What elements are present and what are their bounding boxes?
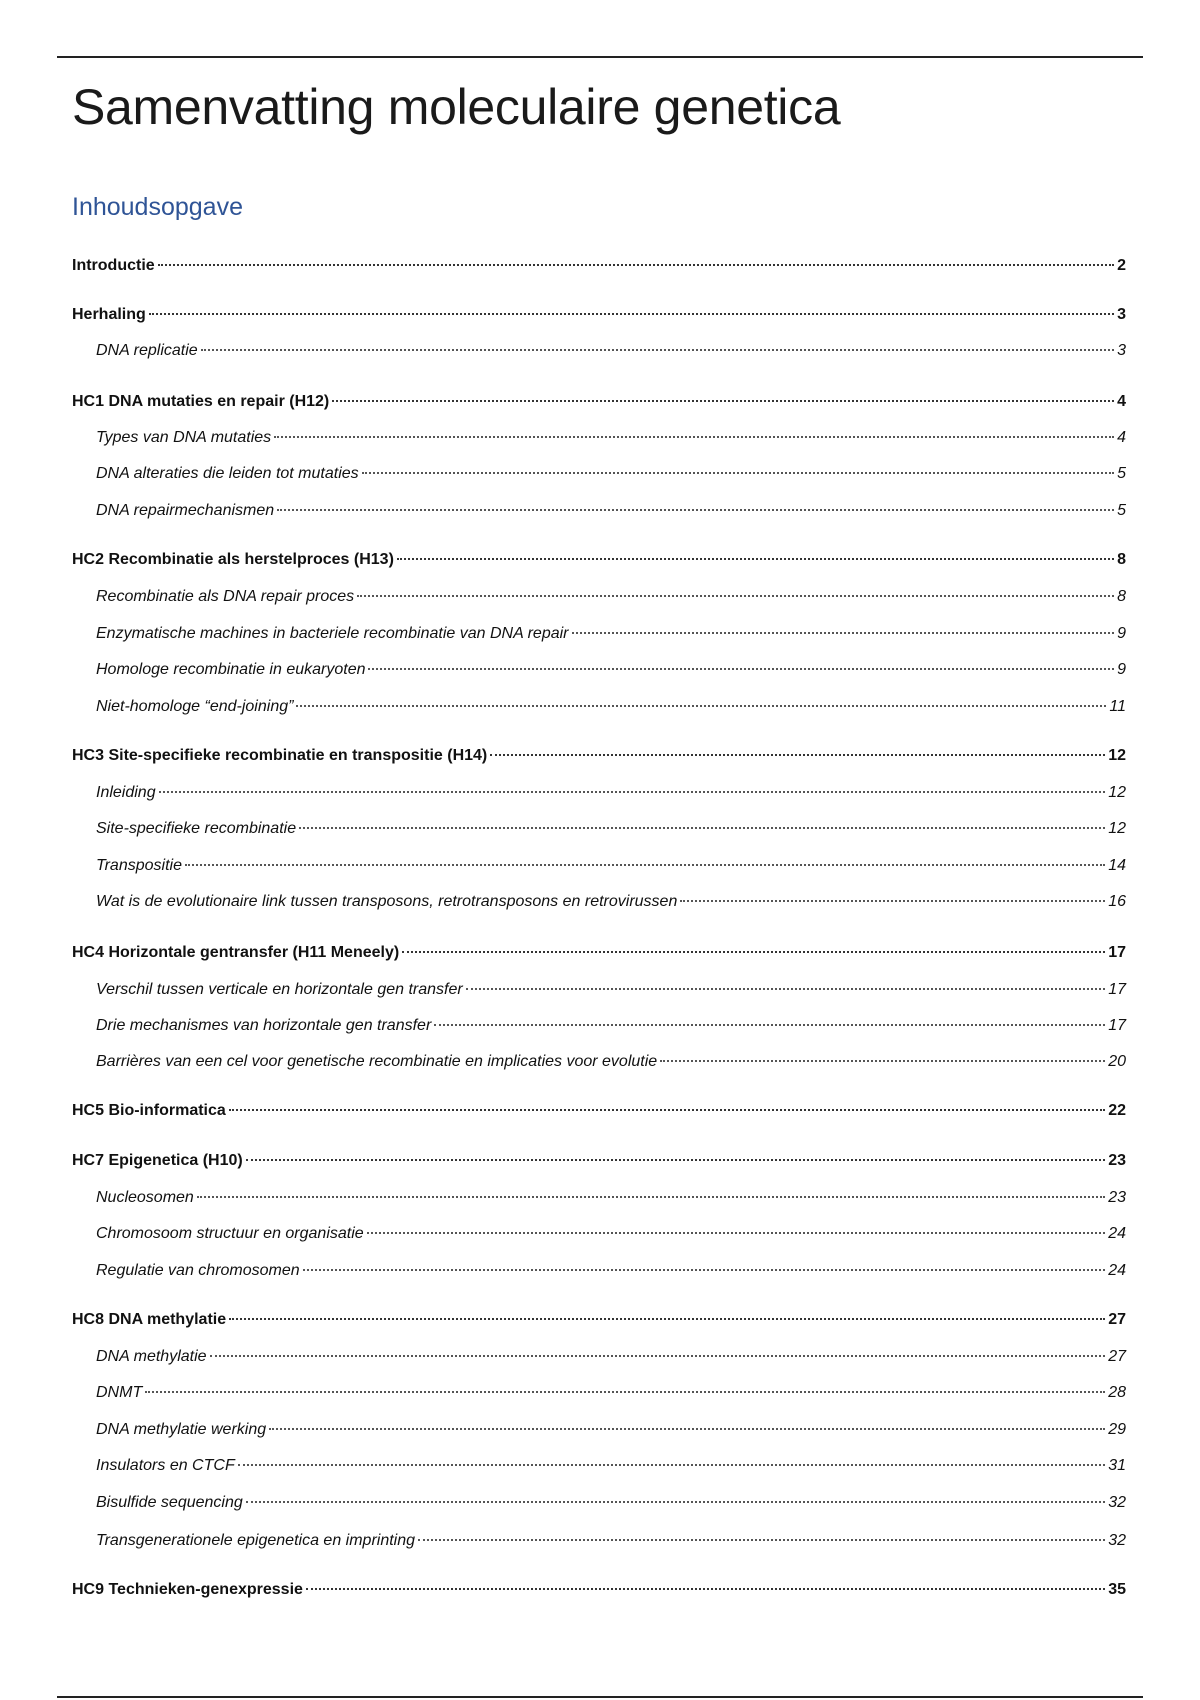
toc-entry-label: Verschil tussen verticale en horizontale gen transfer [96,981,463,998]
toc-entry-herhaling[interactable] [72,304,1126,326]
dot-leader [274,436,1114,438]
toc-heading: Inhoudsopgave [72,193,243,221]
toc-entry-label: Inleiding [96,784,156,801]
toc-page-number: 3 [1117,306,1126,323]
toc-page-number: 32 [1108,1532,1126,1549]
toc-page-number: 3 [1117,342,1126,359]
toc-subentry[interactable] [96,1346,1126,1368]
bottom-rule [57,1696,1143,1698]
toc-subentry[interactable] [96,1223,1126,1245]
toc-subentry[interactable] [96,623,1126,645]
toc-entry-label: Types van DNA mutaties [96,429,272,446]
toc-page-number: 24 [1108,1225,1126,1242]
top-rule [57,56,1143,58]
document-title: Samenvatting moleculaire genetica [72,79,841,135]
toc-subentry[interactable] [96,818,1126,840]
toc-entry-label: Insulators en CTCF [96,1457,235,1474]
toc-entry-label: Niet-homologe “end-joining” [96,698,294,715]
dot-leader [332,400,1114,402]
toc-subentry[interactable] [96,1260,1126,1282]
toc-subentry[interactable] [96,782,1126,804]
toc-page-number: 12 [1108,747,1126,764]
dot-leader [145,1391,1105,1393]
toc-page-number: 8 [1117,551,1126,568]
toc-entry-label: HC8 DNA methylatie [72,1311,227,1328]
dot-leader [434,1024,1105,1026]
toc-entry-label: Drie mechanismes van horizontale gen transfer [96,1017,432,1034]
toc-page-number: 35 [1108,1581,1126,1598]
dot-leader [418,1539,1105,1541]
toc-page-number: 17 [1108,944,1126,961]
toc-page-number: 14 [1108,857,1126,874]
toc-entry-label: HC4 Horizontale gentransfer (H11 Meneely) [72,944,400,961]
dot-leader [367,1232,1106,1234]
toc-page-number: 8 [1117,588,1126,605]
dot-leader [357,595,1114,597]
dot-leader [277,509,1114,511]
dot-leader [246,1501,1105,1503]
dot-leader [210,1355,1106,1357]
dot-leader [303,1269,1106,1271]
dot-leader [229,1318,1105,1320]
toc-page-number: 23 [1108,1189,1126,1206]
dot-leader [402,951,1105,953]
dot-leader [185,864,1105,866]
toc-entry-label: HC7 Epigenetica (H10) [72,1152,243,1169]
toc-page-number: 17 [1108,981,1126,998]
dot-leader [159,791,1106,793]
toc-page-number: 23 [1108,1152,1126,1169]
toc-entry-hc4[interactable] [72,942,1126,964]
toc-subentry[interactable] [96,1187,1126,1209]
toc-subentry[interactable] [96,891,1126,913]
toc-entry-label: Bisulfide sequencing [96,1494,243,1511]
toc-entry-hc2[interactable] [72,549,1126,571]
toc-subentry[interactable] [96,696,1126,718]
toc-entry-label: DNMT [96,1384,143,1401]
toc-page-number: 20 [1108,1053,1126,1070]
toc-subentry[interactable] [96,1382,1126,1404]
toc-subentry[interactable] [96,1419,1126,1441]
dot-leader [229,1109,1105,1111]
toc-entry-hc5[interactable] [72,1100,1126,1122]
toc-page-number: 5 [1117,502,1126,519]
toc-subentry[interactable] [96,463,1126,485]
toc-subentry[interactable] [96,1015,1126,1037]
toc-entry-label: DNA replicatie [96,342,198,359]
toc-entry-label: Transpositie [96,857,182,874]
toc-entry-label: Wat is de evolutionaire link tussen transposons, retrotransposons en retrovirussen [96,893,678,910]
toc-entry-label: DNA alteraties die leiden tot mutaties [96,465,359,482]
toc-entry-hc3[interactable] [72,745,1126,767]
toc-entry-label: HC1 DNA mutaties en repair (H12) [72,393,330,410]
toc-entry-label: Transgenerationele epigenetica en imprinting [96,1532,416,1549]
toc-subentry[interactable] [96,427,1126,449]
toc-entry-label: HC5 Bio-informatica [72,1102,226,1119]
toc-subentry[interactable] [96,500,1126,522]
toc-entry-label: Enzymatische machines in bacteriele recombinatie van DNA repair [96,625,569,642]
toc-entry-hc1[interactable] [72,391,1126,413]
toc-page-number: 31 [1108,1457,1126,1474]
dot-leader [490,754,1105,756]
toc-page-number: 11 [1109,698,1126,715]
toc-page-number: 28 [1108,1384,1126,1401]
toc-entry-label: Chromosoom structuur en organisatie [96,1225,364,1242]
dot-leader [197,1196,1105,1198]
toc-entry-label: Nucleosomen [96,1189,194,1206]
dot-leader [306,1588,1105,1590]
toc-entry-label: Barrières van een cel voor genetische recombinatie en implicaties voor evolutie [96,1053,658,1070]
toc-subentry[interactable] [96,340,1126,362]
toc-subentry[interactable] [96,586,1126,608]
dot-leader [397,558,1114,560]
toc-entry-label: Site-specifieke recombinatie [96,820,297,837]
toc-subentry[interactable] [96,855,1126,877]
toc-page-number: 5 [1117,465,1126,482]
toc-subentry[interactable] [96,979,1126,1001]
toc-entry-hc8[interactable] [72,1309,1126,1331]
toc-entry-label: HC2 Recombinatie als herstelproces (H13) [72,551,394,568]
dot-leader [201,349,1114,351]
dot-leader [466,988,1105,990]
toc-entry-label: DNA repairmechanismen [96,502,275,519]
toc-page-number: 12 [1108,820,1126,837]
toc-entry-label: DNA methylatie werking [96,1421,267,1438]
toc-page-number: 9 [1117,661,1126,678]
toc-subentry[interactable] [96,1455,1126,1477]
toc-entry-label: Regulatie van chromosomen [96,1262,300,1279]
toc-page-number: 22 [1108,1102,1126,1119]
dot-leader [246,1159,1105,1161]
toc-entry-label: Introductie [72,257,155,274]
toc-page-number: 27 [1108,1311,1126,1328]
toc-page-number: 4 [1117,429,1126,446]
toc-subentry[interactable] [96,1051,1126,1073]
toc-entry-label: HC9 Technieken-genexpressie [72,1581,303,1598]
toc-entry-hc9[interactable] [72,1579,1126,1601]
toc-page-number: 2 [1117,257,1126,274]
toc-entry-label: DNA methylatie [96,1348,207,1365]
toc-page-number: 32 [1108,1494,1126,1511]
dot-leader [572,632,1115,634]
dot-leader [158,264,1114,266]
toc-page-number: 12 [1108,784,1126,801]
dot-leader [368,668,1114,670]
dot-leader [362,472,1114,474]
dot-leader [238,1464,1105,1466]
toc-page-number: 24 [1108,1262,1126,1279]
toc-page-number: 27 [1108,1348,1126,1365]
toc-page-number: 16 [1108,893,1126,910]
toc-subentry[interactable] [96,659,1126,681]
toc-entry-label: HC3 Site-specifieke recombinatie en transpositie (H14) [72,747,488,764]
toc-entry-hc7[interactable] [72,1150,1126,1172]
toc-page-number: 4 [1117,393,1126,410]
toc-page-number: 29 [1108,1421,1126,1438]
dot-leader [680,900,1105,902]
dot-leader [149,313,1114,315]
toc-page-number: 17 [1108,1017,1126,1034]
dot-leader [296,705,1106,707]
toc-subentry[interactable] [96,1530,1126,1552]
dot-leader [660,1060,1105,1062]
toc-entry-introductie[interactable] [72,255,1126,277]
dot-leader [299,827,1105,829]
toc-page-number: 9 [1117,625,1126,642]
dot-leader [269,1428,1105,1430]
toc-entry-label: Herhaling [72,306,146,323]
toc-subentry[interactable] [96,1492,1126,1514]
toc-entry-label: Homologe recombinatie in eukaryoten [96,661,366,678]
toc-entry-label: Recombinatie als DNA repair proces [96,588,355,605]
